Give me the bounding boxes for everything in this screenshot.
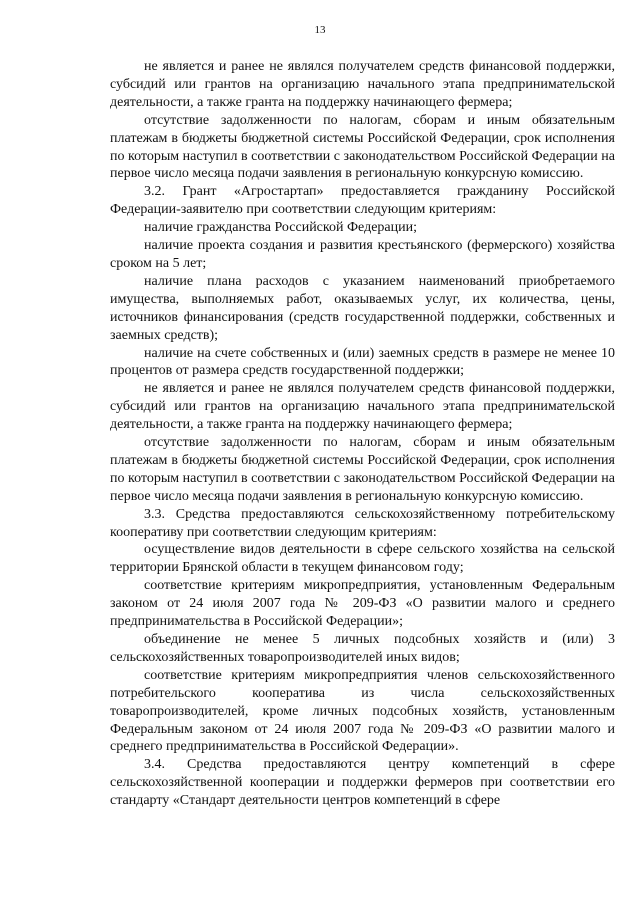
paragraph: 3.2. Грант «Агростартап» предоставляется гражданину Российской Федерации-заявителю при соответствии следующим критериям: xyxy=(110,184,615,218)
paragraph: соответствие критериям микропредприятия членов сельскохозяйственного потребительского кооператива из числа сельскохозяйственных товаропроизводителей, кроме личных подсобных хозяйств, установленным Федеральным законом от 24 июля 2007 года № 209-ФЗ «О развитии малого и среднего предпринимательства в Российской Федерации». xyxy=(110,667,615,755)
paragraph: наличие гражданства Российской Федерации; xyxy=(144,220,417,236)
paragraph: наличие плана расходов с указанием наименований приобретаемого имущества, выполняемых работ, оказываемых услуг, их количества, цены, источников финансирования (средств государственной поддержки, собственных и заемных средств); xyxy=(110,273,615,343)
paragraph: 3.4. Средства предоставляются центру компетенций в сфере сельскохозяйственной кооперации и поддержки фермеров при соответствии его стандарту «Стандарт деятельности центров компетенций в сфере xyxy=(110,757,615,809)
paragraph: наличие проекта создания и развития крестьянского (фермерского) хозяйства сроком на 5 лет; xyxy=(110,238,615,271)
paragraph: не является и ранее не являлся получателем средств финансовой поддержки, субсидий или грантов на организацию начального этапа предпринимательской деятельности, а также гранта на поддержку начинающего фермера; xyxy=(110,59,615,110)
paragraph: соответствие критериям микропредприятия, установленным Федеральным законом от 24 июля 2007 года № 209-ФЗ «О развитии малого и среднего предпринимательства в Российской Федерации»; xyxy=(110,578,615,630)
paragraph: объединение не менее 5 личных подсобных хозяйств и (или) 3 сельскохозяйственных товаропроизводителей иных видов; xyxy=(110,632,615,665)
document-body xyxy=(110,58,615,810)
paragraph: осуществление видов деятельности в сфере сельского хозяйства на сельской территории Брянской области в текущем финансовом году; xyxy=(110,542,615,576)
paragraph: 3.3. Средства предоставляются сельскохозяйственному потребительскому кооперативу при соответствии следующим критериям: xyxy=(110,506,615,540)
paragraph: отсутствие задолженности по налогам, сборам и иным обязательным платежам в бюджеты бюджетной системы Российской Федерации, срок исполнения по которым наступил в соответствии с законодательством Российской Федерации на первое число месяца подачи заявления в региональную конкурсную комиссию. xyxy=(110,435,615,504)
paragraph: отсутствие задолженности по налогам, сборам и иным обязательным платежам в бюджеты бюджетной системы Российской Федерации, срок исполнения по которым наступил в соответствии с законодательством Российской Федерации на первое число месяца подачи заявления в региональную конкурсную комиссию. xyxy=(110,112,615,182)
paragraph: не является и ранее не являлся получателем средств финансовой поддержки, субсидий или грантов на организацию начального этапа предпринимательской деятельности, а также гранта на поддержку начинающего фермера; xyxy=(110,381,615,433)
page-number: 13 xyxy=(314,24,326,36)
paragraph: наличие на счете собственных и (или) заемных средств в размере не менее 10 процентов от размера средств государственной поддержки; xyxy=(110,345,615,379)
